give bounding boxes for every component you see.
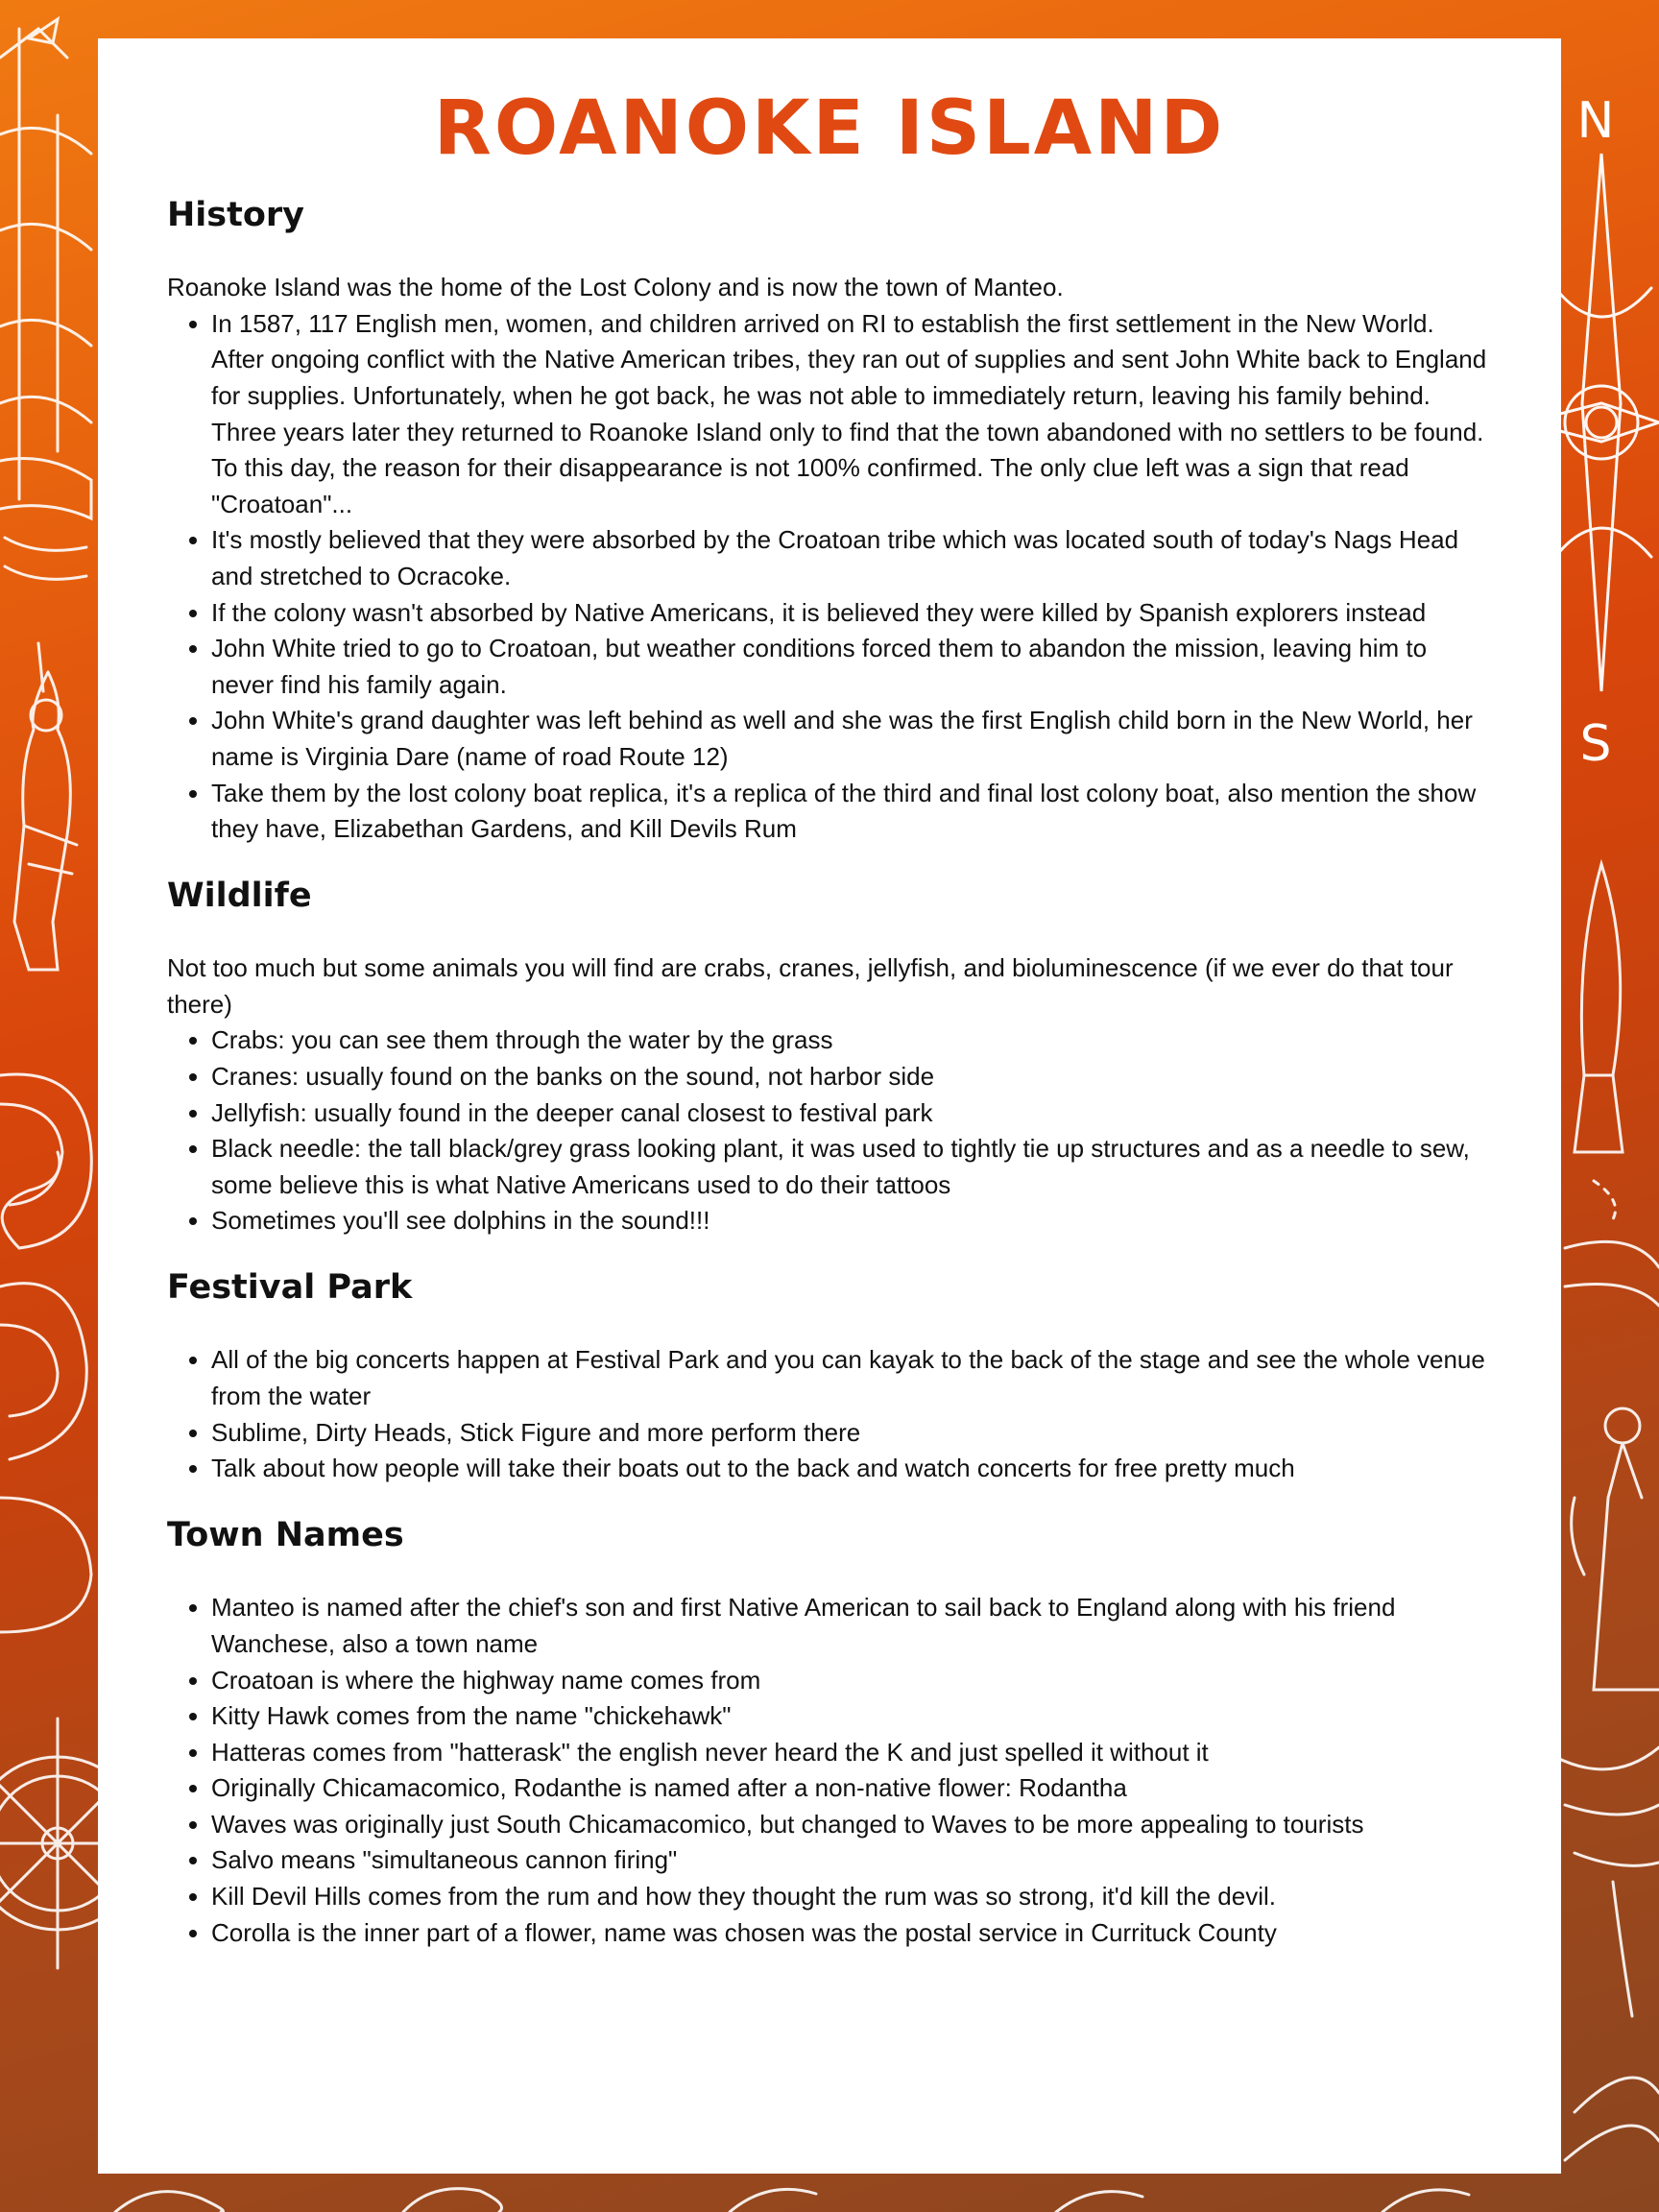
section-heading: Festival Park: [167, 1267, 413, 1307]
list-item: • Hatteras comes from "hatterask" the english never heard the K and just spelled it without it: [211, 1735, 1492, 1771]
list-item: • Salvo means "simultaneous cannon firing": [211, 1842, 1492, 1879]
section-festival-park: [167, 1266, 1492, 1487]
section-heading: Wildlife: [167, 876, 312, 915]
native-figure-illustration: [14, 643, 77, 970]
page-title: ROANOKE ISLAND: [433, 85, 1226, 172]
list-item: • Waves was originally just South Chicamacomico, but changed to Waves to be more appealing to tourists: [211, 1807, 1492, 1843]
list-item: • Corolla is the inner part of a flower, name was chosen was the postal service in Currituck County: [211, 1915, 1492, 1952]
section-heading: Town Names: [167, 1515, 404, 1554]
list-item: • Originally Chicamacomico, Rodanthe is named after a non-native flower: Rodantha: [211, 1770, 1492, 1807]
bullet-list: [167, 1022, 1492, 1239]
bullet-list: [167, 306, 1492, 848]
list-item: • Black needle: the tall black/grey grass looking plant, it was used to tightly tie up structures and as a needle to sew, some believe this is what Native Americans used to do their tattoos: [211, 1131, 1492, 1203]
list-item: • Croatoan is where the highway name comes from: [211, 1663, 1492, 1699]
list-item: • Crabs: you can see them through the water by the grass: [211, 1022, 1492, 1059]
list-item: • Sublime, Dirty Heads, Stick Figure and more perform there: [211, 1415, 1492, 1452]
section-town-names: [167, 1514, 1492, 1951]
list-item: • It's mostly believed that they were absorbed by the Croatoan tribe which was located south of today's Nags Head and stretched to Ocracoke.: [211, 522, 1492, 594]
list-item: • Take them by the lost colony boat replica, it's a replica of the third and final lost colony boat, also mention the show they have, Elizabethan Gardens, and Kill Devils Rum: [211, 776, 1492, 848]
list-item: • John White tried to go to Croatoan, but weather conditions forced them to abandon the mission, leaving him to never find his family again.: [211, 631, 1492, 703]
list-item: • Cranes: usually found on the banks on the sound, not harbor side: [211, 1059, 1492, 1095]
list-item: • Sometimes you'll see dolphins in the sound!!!: [211, 1203, 1492, 1239]
list-item: • In 1587, 117 English men, women, and children arrived on RI to establish the first settlement in the New World. After ongoing conflict with the Native American tribes, they ran out of supplies and sent John White back to England for supplies. Unfortunately, when he got back, he was not able to immediately return, leaving his family behind. Three years later they returned to Roanoke Island only to find that the town abandoned with no settlers to be found. To this day, the reason for their disappearance is not 100% confirmed. The only clue left was a sign that read "Croatoan"...: [211, 306, 1492, 523]
section-wildlife: [167, 875, 1492, 1239]
swirl-pattern-bottom: [115, 2189, 1469, 2212]
swirl-pattern-left: [0, 1074, 91, 1632]
document-page: [98, 38, 1561, 2174]
list-item: • Manteo is named after the chief's son and first Native American to sail back to England along with his friend Wanchese, also a town name: [211, 1590, 1492, 1662]
compass-north-letter: N: [1576, 92, 1615, 150]
list-item: • John White's grand daughter was left behind as well and she was the first English child born in the New World, her name is Virginia Dare (name of road Route 12): [211, 703, 1492, 775]
list-item: • Jellyfish: usually found in the deeper canal closest to festival park: [211, 1095, 1492, 1132]
bullet-list: [167, 1342, 1492, 1486]
bullet-list: [167, 1590, 1492, 1951]
section-heading: History: [167, 195, 304, 234]
knife-illustration: [1565, 864, 1659, 1306]
ship-illustration: [0, 19, 91, 579]
compass-south-letter: S: [1579, 715, 1612, 773]
list-item: • Kitty Hawk comes from the name "chickehawk": [211, 1698, 1492, 1735]
list-item: • If the colony wasn't absorbed by Native Americans, it is believed they were killed by Spanish explorers instead: [211, 595, 1492, 632]
section-history: [167, 194, 1492, 848]
section-intro: Not too much but some animals you will find are crabs, cranes, jellyfish, and bioluminescence (if we ever do that tour there): [167, 953, 1454, 1019]
list-item: • Kill Devil Hills comes from the rum and how they thought the rum was so strong, it'd kill the devil.: [211, 1879, 1492, 1915]
feather-headdress-illustration: [1555, 1747, 1659, 2160]
list-item: • Talk about how people will take their boats out to the back and watch concerts for free pretty much: [211, 1451, 1492, 1487]
section-intro: Roanoke Island was the home of the Lost Colony and is now the town of Manteo.: [167, 273, 1064, 302]
list-item: • All of the big concerts happen at Festival Park and you can kayak to the back of the stage and see the whole venue from the water: [211, 1342, 1492, 1414]
colonist-figure-illustration: [1572, 1408, 1659, 1690]
